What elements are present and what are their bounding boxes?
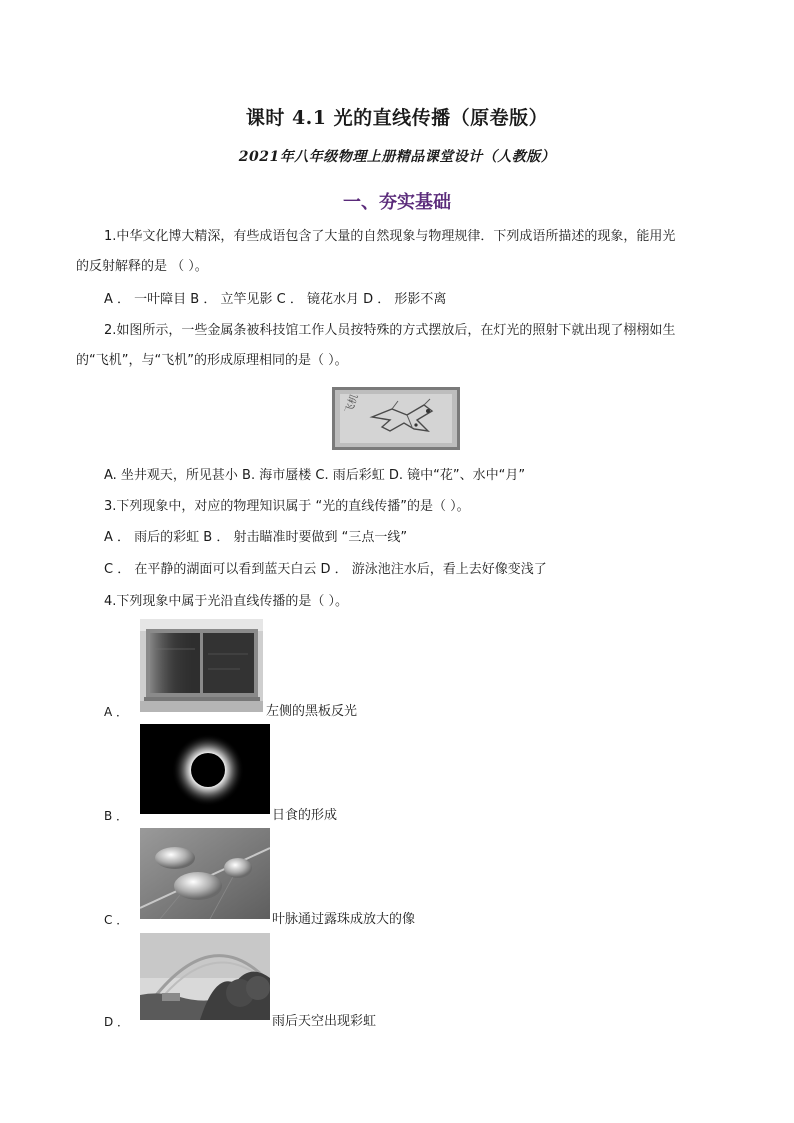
q2-options: A. 坐井观天，所见甚小 B. 海市蜃楼 C. 雨后彩虹 D. 镜中“花”、水中“月” — [104, 468, 526, 483]
page-title: 课时 4.1 光的直线传播（原卷版） — [245, 107, 549, 129]
q2-stem-line1: 2.如图所示，一些金属条被科技馆工作人员按特殊的方式摆放后，在灯光的照射下就出现了栩栩如生 — [104, 323, 676, 338]
page-subtitle: 2021年八年级物理上册精品课堂设计（人教版） — [238, 149, 556, 165]
dewdrop-leaf-image — [140, 828, 270, 919]
q3-stem: 3.下列现象中，对应的物理知识属于 “光的直线传播”的是（ ）。 — [104, 499, 470, 514]
blackboard-image — [140, 619, 263, 712]
q4-option-a-caption: 左侧的黑板反光 — [266, 704, 358, 719]
metal-strips-airplane-image — [332, 387, 460, 450]
q3-options-cd: C ． 在平静的湖面可以看到蓝天白云 D ． 游泳池注水后，看上去好像变浅了 — [104, 562, 547, 577]
solar-eclipse-image — [140, 724, 270, 814]
q4-option-b-caption: 日食的形成 — [272, 808, 338, 823]
q1-options: A ． 一叶障目 B ． 立竿见影 C ． 镜花水月 D ． 形影不离 — [104, 292, 447, 307]
q4-option-c-caption: 叶脉通过露珠成放大的像 — [272, 912, 416, 927]
section-heading: 一、夯实基础 — [343, 192, 451, 213]
q4-option-d-letter: D ． — [104, 1015, 130, 1029]
q4-option-b-letter: B ． — [104, 809, 129, 823]
q1-stem-line1: 1.中华文化博大精深，有些成语包含了大量的自然现象与物理规律．下列成语所描述的现象，能用光 — [104, 229, 676, 244]
q1-stem-line2: 的反射解释的是 （ ）。 — [76, 259, 208, 274]
q3-options-ab: A ． 雨后的彩虹 B ． 射击瞄准时要做到 “三点一线” — [104, 530, 408, 545]
q4-stem: 4.下列现象中属于光沿直线传播的是（ ）。 — [104, 594, 349, 609]
rainbow-image — [140, 933, 270, 1020]
figure-label: 飞机 — [343, 392, 361, 416]
q2-stem-line2: 的“飞机”，与“飞机”的形成原理相同的是（ ）。 — [76, 353, 348, 368]
q4-option-d-caption: 雨后天空出现彩虹 — [272, 1014, 377, 1029]
q4-option-a-letter: A ． — [104, 705, 129, 719]
q4-option-c-letter: C ． — [104, 913, 129, 927]
